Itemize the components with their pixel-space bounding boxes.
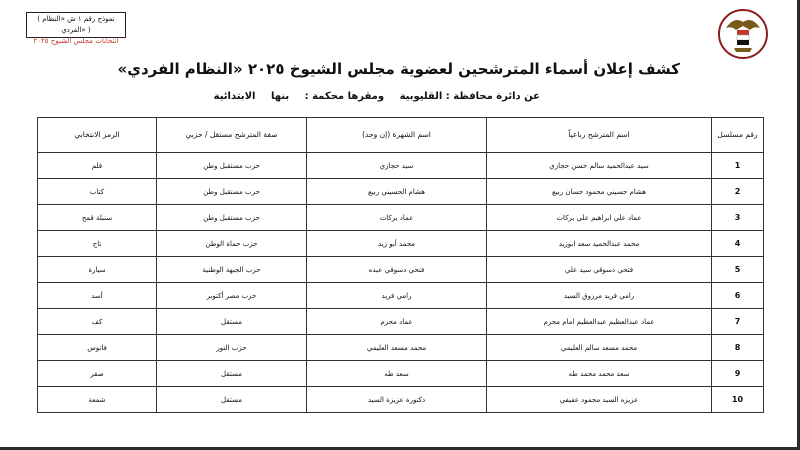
header-num: رقم مسلسل: [712, 118, 764, 153]
cell-alias: عماد محرم: [307, 309, 487, 335]
cell-num: 2: [712, 179, 764, 205]
table-row: [38, 335, 764, 361]
candidates-table: [37, 117, 764, 413]
page-title: كشف إعلان أسماء المترشحين لعضوية مجلس الشيوخ ٢٠٢٥ «النظام الفردي»: [117, 60, 680, 78]
cell-symbol: قلم: [38, 153, 157, 179]
cell-name: سيد عبدالحميد سالم حسن حجازي: [487, 153, 712, 179]
header-name: اسم المترشح رباعياً: [487, 118, 712, 153]
cell-alias: رامي فريد: [307, 283, 487, 309]
cell-capacity: حزب مستقبل وطن: [157, 205, 307, 231]
table-row: [38, 257, 764, 283]
cell-name: رامي فريد مرزوق السيد: [487, 283, 712, 309]
table-row: [38, 231, 764, 257]
court-type: الابتدائية: [213, 91, 256, 102]
cell-num: 3: [712, 205, 764, 231]
cell-symbol: كتاب: [38, 179, 157, 205]
cell-num: 1: [712, 153, 764, 179]
cell-capacity: حزب حماة الوطن: [157, 231, 307, 257]
cell-name: عماد علي ابراهيم علي بركات: [487, 205, 712, 231]
cell-capacity: حزب مصر أكتوبر: [157, 283, 307, 309]
table-row: [38, 387, 764, 413]
cell-num: 5: [712, 257, 764, 283]
cell-num: 9: [712, 361, 764, 387]
form-election-line: انتخابات مجلس الشيوخ ٢٠٢٥: [33, 37, 119, 45]
cell-capacity: مستقل: [157, 361, 307, 387]
header-alias: اسم الشهرة (إن وجد): [307, 118, 487, 153]
egypt-eagle-emblem-icon: [714, 8, 772, 60]
table-row: [38, 205, 764, 231]
cell-alias: محمد أبو زيد: [307, 231, 487, 257]
form-number-box: [26, 12, 126, 45]
cell-name: هشام حسيني محمود حسان ربيع: [487, 179, 712, 205]
header-capacity: صفة المترشح مستقل / حزبي: [157, 118, 307, 153]
cell-capacity: مستقل: [157, 387, 307, 413]
cell-capacity: حزب مستقبل وطن: [157, 179, 307, 205]
cell-capacity: مستقل: [157, 309, 307, 335]
cell-name: محمد مسعد سالم العليمي: [487, 335, 712, 361]
cell-alias: فتحي دسوقي عبده: [307, 257, 487, 283]
cell-name: عماد عبدالعظيم عبدالعظيم امام محرم: [487, 309, 712, 335]
cell-num: 4: [712, 231, 764, 257]
district-label: عن دائرة محافظة :: [445, 91, 540, 102]
cell-alias: سيد حجازي: [307, 153, 487, 179]
cell-symbol: صقر: [38, 361, 157, 387]
cell-num: 10: [712, 387, 764, 413]
header-symbol: الرمز الانتخابي: [38, 118, 157, 153]
district-value: القليوبية: [399, 91, 443, 102]
cell-alias: سعد طه: [307, 361, 487, 387]
cell-num: 7: [712, 309, 764, 335]
cell-name: سعد محمد محمد طه: [487, 361, 712, 387]
district-line: [202, 91, 540, 102]
cell-name: عزيزه السيد محمود عفيفي: [487, 387, 712, 413]
form-number-line: ( نموذج رقم ١ ش «النظام الفردي» ): [37, 15, 115, 34]
cell-symbol: سيارة: [38, 257, 157, 283]
cell-alias: عماد بركات: [307, 205, 487, 231]
cell-alias: دكتورة عزيزة السيد: [307, 387, 487, 413]
cell-symbol: سنبلة قمح: [38, 205, 157, 231]
table-row: [38, 153, 764, 179]
court-value: بنها: [270, 91, 290, 102]
cell-name: محمد عبدالحميد سعد ابوزيد: [487, 231, 712, 257]
table-row: [38, 283, 764, 309]
cell-name: فتحي دسوقي سيد علي: [487, 257, 712, 283]
cell-alias: هشام الحسيني ربيع: [307, 179, 487, 205]
table-row: [38, 179, 764, 205]
cell-symbol: كف: [38, 309, 157, 335]
table-row: [38, 361, 764, 387]
cell-capacity: حزب الجبهة الوطنية: [157, 257, 307, 283]
cell-symbol: تاج: [38, 231, 157, 257]
court-label: ومقرها محكمة :: [304, 91, 385, 102]
cell-symbol: فانوس: [38, 335, 157, 361]
cell-capacity: حزب النور: [157, 335, 307, 361]
table-row: [38, 309, 764, 335]
cell-symbol: أسد: [38, 283, 157, 309]
cell-capacity: حزب مستقبل وطن: [157, 153, 307, 179]
cell-symbol: شمعة: [38, 387, 157, 413]
cell-num: 8: [712, 335, 764, 361]
table-header-row: [38, 118, 764, 153]
cell-alias: محمد مسعد العليمي: [307, 335, 487, 361]
cell-num: 6: [712, 283, 764, 309]
